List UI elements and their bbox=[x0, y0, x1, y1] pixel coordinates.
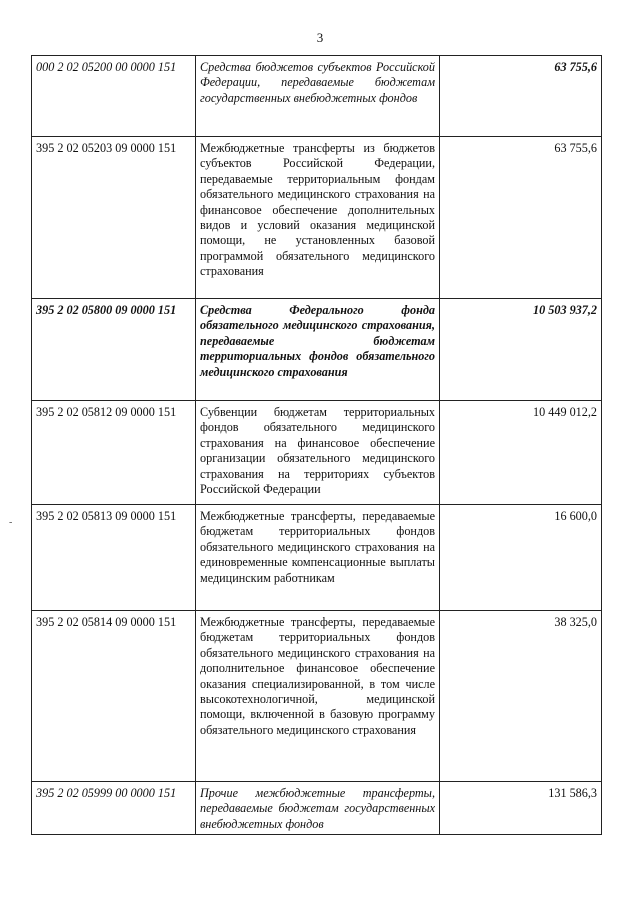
budget-code: 395 2 02 05813 09 0000 151 bbox=[32, 505, 196, 611]
budget-description: Межбюджетные трансферты из бюджетов субъектов Российской Федерации, передаваемые территориальным фондам обязательного медицинского страхования на финансовое обеспечение дополнительных видов и условий оказания медицинской помощи, не установленных базовой программой обязательного медицинского страхования bbox=[196, 137, 440, 299]
budget-amount: 131 586,3 bbox=[440, 782, 602, 835]
budget-description: Средства бюджетов субъектов Российской Федерации, передаваемые бюджетам государственных внебюджетных фондов bbox=[196, 56, 440, 137]
table-row bbox=[32, 299, 602, 401]
budget-code: 395 2 02 05800 09 0000 151 bbox=[32, 299, 196, 401]
table-row bbox=[32, 505, 602, 611]
budget-description: Межбюджетные трансферты, передаваемые бюджетам территориальных фондов обязательного медицинского страхования на дополнительное финансовое обеспечение оказания специализированной, в том числе высокотехнологичной, медицинской помощи, включенной в базовую программу обязательного медицинского страхования bbox=[196, 611, 440, 782]
table-row bbox=[32, 401, 602, 505]
budget-amount: 63 755,6 bbox=[440, 137, 602, 299]
budget-amount: 10 449 012,2 bbox=[440, 401, 602, 505]
table-row bbox=[32, 56, 602, 137]
budget-description: Межбюджетные трансферты, передаваемые бюджетам территориальных фондов обязательного медицинского страхования на единовременные компенсационные выплаты медицинским работникам bbox=[196, 505, 440, 611]
budget-table bbox=[31, 55, 602, 835]
budget-amount: 16 600,0 bbox=[440, 505, 602, 611]
table-row bbox=[32, 782, 602, 835]
budget-description: Субвенции бюджетам территориальных фондов обязательного медицинского страхования на финансовое обеспечение организации обязательного медицинского страхования на территориях субъектов Российской Федерации bbox=[196, 401, 440, 505]
budget-code: 395 2 02 05812 09 0000 151 bbox=[32, 401, 196, 505]
budget-amount: 38 325,0 bbox=[440, 611, 602, 782]
margin-mark: - bbox=[9, 517, 13, 528]
budget-code: 000 2 02 05200 00 0000 151 bbox=[32, 56, 196, 137]
table-row bbox=[32, 611, 602, 782]
budget-amount: 63 755,6 bbox=[440, 56, 602, 137]
budget-code: 395 2 02 05999 00 0000 151 bbox=[32, 782, 196, 835]
budget-description: Прочие межбюджетные трансферты, передаваемые бюджетам государственных внебюджетных фондов bbox=[196, 782, 440, 835]
table-row bbox=[32, 137, 602, 299]
budget-code: 395 2 02 05203 09 0000 151 bbox=[32, 137, 196, 299]
budget-amount: 10 503 937,2 bbox=[440, 299, 602, 401]
page-number: 3 bbox=[316, 30, 324, 45]
budget-description: Средства Федерального фонда обязательного медицинского страхования, передаваемые бюджетам территориальных фондов обязательного медицинского страхования bbox=[196, 299, 440, 401]
budget-code: 395 2 02 05814 09 0000 151 bbox=[32, 611, 196, 782]
